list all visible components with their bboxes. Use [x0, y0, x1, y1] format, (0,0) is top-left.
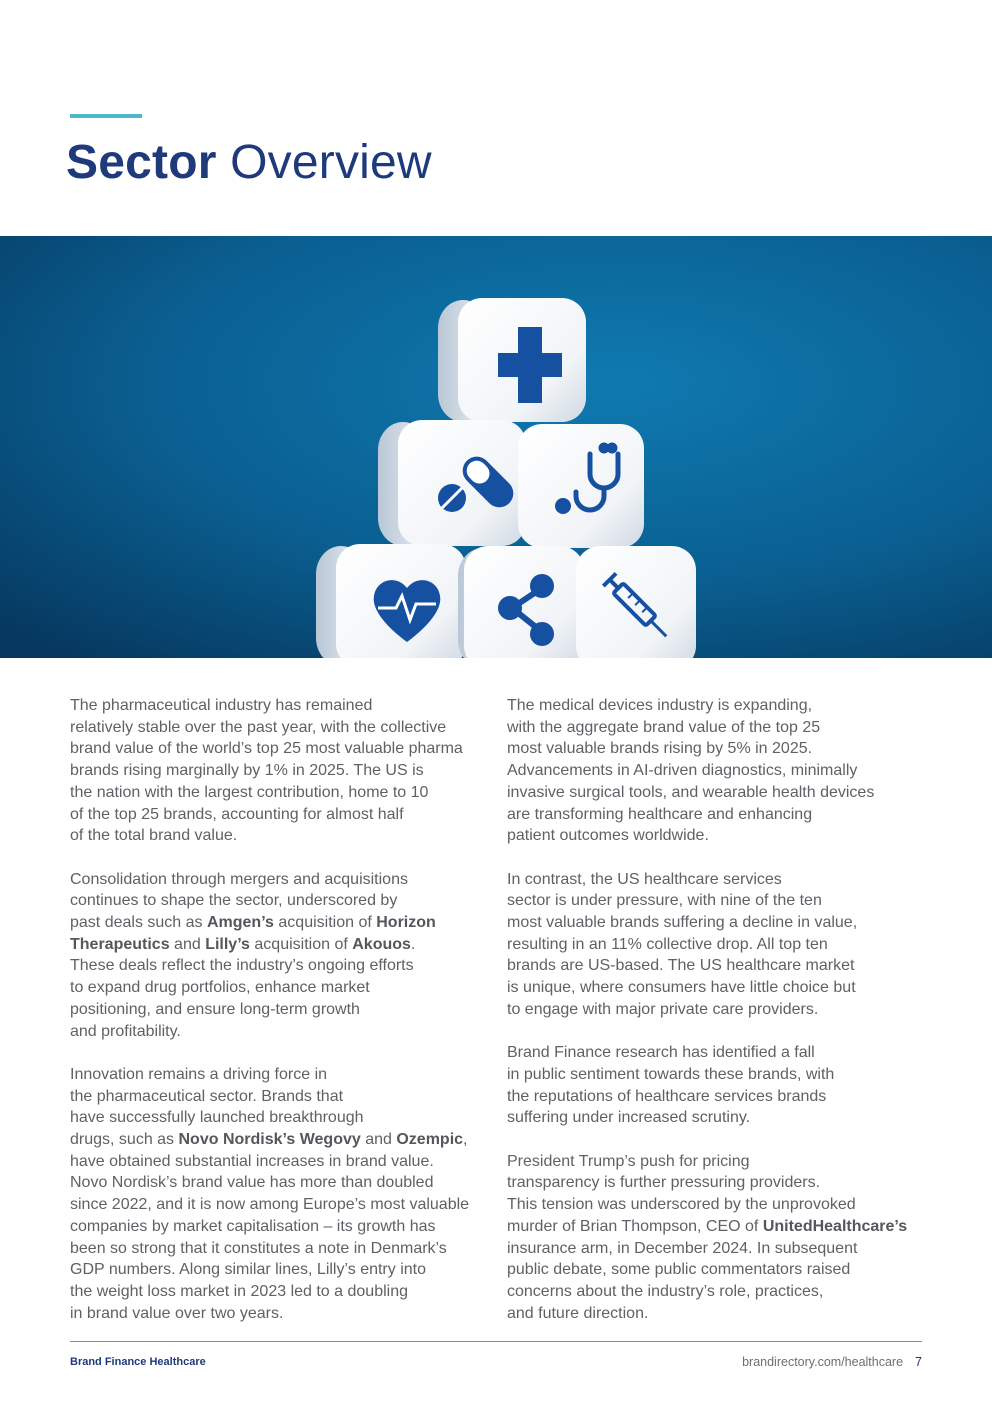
text-line: This tension was underscored by the unprovoked: [507, 1196, 856, 1214]
text-line: insurance arm, in December 2024. In subsequent: [507, 1239, 858, 1257]
text-line: [507, 1216, 927, 1238]
text-line: patient outcomes worldwide.: [507, 827, 709, 845]
text-line: the reputations of healthcare services brands: [507, 1087, 827, 1105]
text-line: sector is under pressure, with nine of the ten: [507, 892, 822, 910]
text-run: and: [360, 1131, 397, 1149]
footer-divider: [70, 1341, 922, 1342]
text-line: resulting in an 11% collective drop. All top ten: [507, 935, 828, 953]
brand-wegovy: Novo Nordisk’s Wegovy: [178, 1131, 361, 1149]
text-run: ,: [463, 1131, 468, 1149]
footer-info: [742, 1355, 922, 1369]
hero-image: [0, 236, 992, 658]
text-line: suffering under increased scrutiny.: [507, 1109, 751, 1127]
text-line: public debate, some public commentators raised: [507, 1261, 851, 1279]
text-line: invasive surgical tools, and wearable health devices: [507, 783, 875, 801]
left-column: [70, 695, 490, 1324]
text-line: to expand drug portfolios, enhance market: [70, 979, 370, 997]
brand-therapeutics: Therapeutics: [70, 935, 170, 953]
text-line: the nation with the largest contribution, home to 10: [70, 783, 429, 801]
right-column: [507, 695, 927, 1324]
text-run: .: [410, 935, 416, 953]
text-run: acquisition of: [249, 935, 353, 953]
text-line: relatively stable over the past year, with the collective: [70, 718, 447, 736]
right-paragraph-3: [507, 1042, 927, 1129]
text-line: The medical devices industry is expanding,: [507, 697, 813, 714]
text-line: is unique, where consumers have little choice but: [507, 979, 856, 997]
title-accent-rule: [70, 114, 142, 118]
hero-illustration: [0, 236, 992, 658]
text-line: In contrast, the US healthcare services: [507, 870, 782, 888]
left-paragraph-2: [70, 869, 490, 1043]
cube-syringe: [576, 546, 696, 658]
text-line: Consolidation through mergers and acquisitions: [70, 870, 408, 888]
text-line: since 2022, and it is now among Europe’s most valuable: [70, 1196, 470, 1214]
right-paragraph-4: [507, 1151, 927, 1325]
text-line: positioning, and ensure long-term growth: [70, 1000, 360, 1018]
brand-unitedhealthcare: UnitedHealthcare’s: [762, 1217, 908, 1235]
text-line: GDP numbers. Along similar lines, Lilly’s entry into: [70, 1261, 426, 1279]
page-title: [66, 134, 432, 192]
text-line: Advancements in AI-driven diagnostics, minimally: [507, 762, 858, 780]
left-paragraph-1: [70, 695, 490, 847]
text-line: brands are US-based. The US healthcare market: [507, 957, 855, 975]
text-line: have successfully launched breakthrough: [70, 1109, 364, 1127]
page-title-rest: Overview: [230, 136, 432, 189]
brand-horizon: Horizon: [376, 914, 436, 932]
cube-heart: [316, 544, 466, 658]
cube-share: [458, 546, 584, 658]
brand-amgen: Amgen’s: [206, 914, 274, 932]
left-paragraph-3: [70, 1064, 490, 1324]
text-line: The pharmaceutical industry has remained: [70, 697, 373, 714]
text-line: the weight loss market in 2023 led to a doubling: [70, 1282, 408, 1300]
text-line: continues to shape the sector, underscored by: [70, 892, 398, 910]
text-line: Novo Nordisk’s brand value has more than doubled: [70, 1174, 434, 1192]
text-line: President Trump’s push for pricing: [507, 1152, 750, 1170]
brand-lilly: Lilly’s: [205, 935, 250, 953]
brand-ozempic: Ozempic: [396, 1131, 464, 1149]
cube-pills: [378, 420, 526, 546]
text-run: past deals such as: [70, 914, 207, 932]
text-line: [70, 1129, 490, 1151]
text-line: [70, 912, 490, 934]
cube-stethoscope: [518, 424, 644, 548]
text-line: been so strong that it constitutes a note in Denmark’s: [70, 1239, 447, 1257]
text-run: murder of Brian Thompson, CEO of: [507, 1217, 763, 1235]
text-line: and profitability.: [70, 1022, 181, 1040]
text-line: are transforming healthcare and enhancing: [507, 805, 813, 823]
text-line: concerns about the industry’s role, practices,: [507, 1282, 824, 1300]
text-line: to engage with major private care providers.: [507, 1000, 819, 1018]
cube-cross: [438, 298, 586, 422]
footer-brand: Brand Finance Healthcare: [70, 1356, 206, 1368]
text-line: brands rising marginally by 1% in 2025. The US is: [70, 762, 424, 780]
text-line: of the top 25 brands, accounting for almost half: [70, 805, 404, 823]
right-paragraph-2: [507, 869, 927, 1021]
right-paragraph-1: [507, 695, 927, 847]
page-number: 7: [915, 1355, 922, 1369]
text-line: of the total brand value.: [70, 827, 238, 845]
page-title-strong: Sector: [66, 136, 217, 189]
text-line: most valuable brands rising by 5% in 2025.: [507, 740, 813, 758]
text-line: the pharmaceutical sector. Brands that: [70, 1087, 344, 1105]
text-line: have obtained substantial increases in brand value.: [70, 1152, 434, 1170]
stethoscope-chest-piece: [555, 498, 571, 514]
text-line: in public sentiment towards these brands, with: [507, 1065, 835, 1083]
footer-url[interactable]: brandirectory.com/healthcare: [742, 1355, 904, 1369]
text-line: most valuable brands suffering a decline in value,: [507, 914, 858, 932]
text-line: companies by market capitalisation – its growth has: [70, 1217, 436, 1235]
text-line: transparency is further pressuring providers.: [507, 1174, 821, 1192]
text-line: in brand value over two years.: [70, 1304, 284, 1322]
text-run: and: [169, 935, 206, 953]
text-line: and future direction.: [507, 1304, 649, 1322]
brand-akouos: Akouos: [352, 935, 411, 953]
text-line: Brand Finance research has identified a fall: [507, 1044, 815, 1062]
text-line: Innovation remains a driving force in: [70, 1065, 328, 1083]
text-run: acquisition of: [273, 914, 377, 932]
text-line: [70, 934, 490, 956]
text-run: drugs, such as: [70, 1131, 179, 1149]
text-line: These deals reflect the industry’s ongoing efforts: [70, 957, 414, 975]
text-line: brand value of the world’s top 25 most valuable pharma: [70, 740, 463, 758]
text-line: with the aggregate brand value of the top 25: [507, 718, 821, 736]
